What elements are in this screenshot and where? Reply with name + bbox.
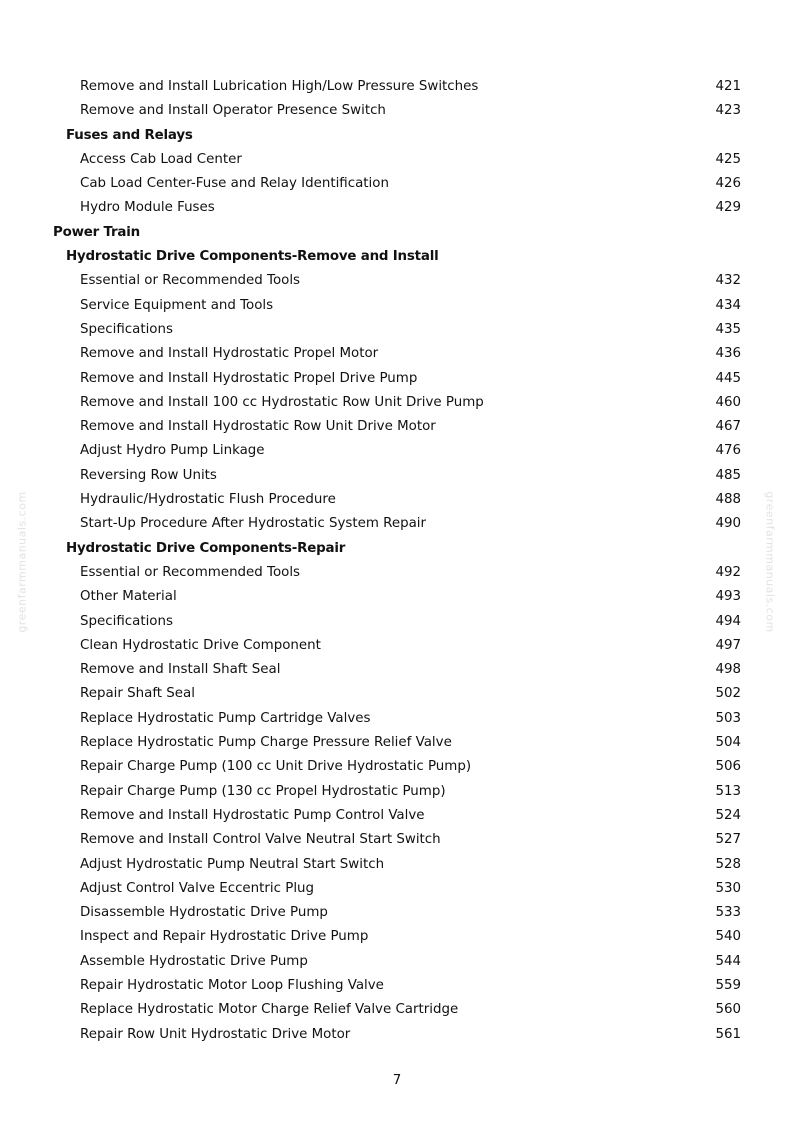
- toc-entry-title: Cab Load Center-Fuse and Relay Identification: [80, 176, 389, 192]
- toc-entry-page: 513: [715, 783, 741, 799]
- toc-entry[interactable]: [0, 196, 794, 220]
- toc-entry[interactable]: [0, 974, 794, 998]
- toc-entry-page: 421: [715, 79, 741, 94]
- toc-entry-page: 561: [715, 1026, 741, 1042]
- toc-entry-title: Repair Hydrostatic Motor Loop Flushing Valve: [80, 977, 384, 993]
- toc-entry[interactable]: [0, 755, 794, 779]
- toc-entry-title: Access Cab Load Center: [80, 151, 242, 167]
- toc-entry[interactable]: [0, 488, 794, 512]
- toc-entry-title: Clean Hydrostatic Drive Component: [80, 637, 321, 653]
- toc-entry[interactable]: [0, 877, 794, 901]
- toc-section-heading[interactable]: [0, 221, 794, 245]
- toc-entry[interactable]: [0, 342, 794, 366]
- toc-entry-title: Service Equipment and Tools: [80, 297, 274, 313]
- toc-entry-title: Inspect and Repair Hydrostatic Drive Pump: [80, 929, 369, 945]
- toc-entry[interactable]: [0, 1023, 794, 1047]
- toc-entry-title: Remove and Install Control Valve Neutral Start Switch: [80, 832, 441, 848]
- toc-entry-page: 503: [715, 710, 741, 726]
- toc-entry-page: 493: [715, 589, 741, 605]
- toc-entry-title: Start-Up Procedure After Hydrostatic System Repair: [80, 516, 427, 532]
- toc-entry-title: Remove and Install Shaft Seal: [80, 662, 281, 678]
- toc-entry-page: 490: [715, 516, 741, 532]
- toc-entry[interactable]: [0, 75, 794, 99]
- toc-entry-title: Adjust Hydro Pump Linkage: [80, 443, 265, 459]
- toc-entry-title: Remove and Install Lubrication High/Low Pressure Switches: [80, 79, 479, 94]
- watermark-left: greenfarmmanuals.com: [15, 491, 29, 633]
- toc-entry-title: Remove and Install Hydrostatic Propel Motor: [80, 346, 379, 362]
- toc-entry-page: 435: [715, 321, 741, 337]
- toc-entry-title: Other Material: [80, 589, 177, 605]
- toc-entry-page: 498: [715, 662, 741, 678]
- toc-entry-title: Remove and Install Hydrostatic Pump Control Valve: [80, 807, 425, 823]
- toc-entry[interactable]: [0, 707, 794, 731]
- toc-entry-title: Reversing Row Units: [80, 467, 217, 483]
- toc-entry[interactable]: [0, 634, 794, 658]
- toc-entry[interactable]: [0, 415, 794, 439]
- toc-entry[interactable]: [0, 853, 794, 877]
- toc-entry-title: Adjust Control Valve Eccentric Plug: [80, 880, 315, 896]
- toc-entry[interactable]: [0, 367, 794, 391]
- toc-entry-page: 488: [715, 492, 741, 508]
- toc-entry-title: Hydrostatic Drive Components-Remove and Install: [66, 249, 439, 265]
- toc-entry-title: Adjust Hydrostatic Pump Neutral Start Switch: [80, 856, 385, 872]
- toc-entry-page: 527: [715, 832, 741, 848]
- toc-entry-page: 423: [715, 103, 741, 119]
- toc-entry[interactable]: [0, 561, 794, 585]
- toc-entry-page: 426: [715, 176, 741, 192]
- toc-entry-page: 506: [715, 759, 741, 775]
- toc-entry-title: Replace Hydrostatic Motor Charge Relief Valve Cartridge: [80, 1002, 459, 1018]
- toc-entry-page: 559: [715, 977, 741, 993]
- toc-entry-page: 460: [715, 394, 741, 410]
- toc-entry-title: Disassemble Hydrostatic Drive Pump: [80, 905, 328, 921]
- toc-entry-title: Remove and Install Hydrostatic Propel Drive Pump: [80, 370, 418, 386]
- toc-entry-page: 524: [715, 807, 741, 823]
- toc-subsection-heading[interactable]: [0, 124, 794, 148]
- toc-entry[interactable]: [0, 294, 794, 318]
- toc-entry[interactable]: [0, 610, 794, 634]
- toc-entry-page: 434: [715, 297, 741, 313]
- toc-entry-title: Repair Shaft Seal: [80, 686, 195, 702]
- toc-entry[interactable]: [0, 439, 794, 463]
- toc-entry[interactable]: [0, 172, 794, 196]
- toc-entry[interactable]: [0, 682, 794, 706]
- toc-entry-page: 476: [715, 443, 741, 459]
- toc-entry-title: Repair Row Unit Hydrostatic Drive Motor: [80, 1026, 351, 1042]
- toc-entry-title: Hydro Module Fuses: [80, 200, 215, 216]
- toc-entry-page: 502: [715, 686, 741, 702]
- toc-entry-title: Hydraulic/Hydrostatic Flush Procedure: [80, 492, 336, 508]
- toc-subsection-heading[interactable]: [0, 537, 794, 561]
- toc-entry[interactable]: [0, 391, 794, 415]
- toc-entry[interactable]: [0, 99, 794, 123]
- toc-entry[interactable]: [0, 901, 794, 925]
- toc-entry-page: 436: [715, 346, 741, 362]
- toc-entry[interactable]: [0, 925, 794, 949]
- toc-entry-title: Specifications: [80, 613, 173, 629]
- toc-entry-page: 425: [715, 151, 741, 167]
- toc-entry-page: 497: [715, 637, 741, 653]
- toc-entry-page: 530: [715, 880, 741, 896]
- toc-entry-page: 540: [715, 929, 741, 945]
- page-number: 7: [392, 1073, 402, 1088]
- toc-entry-title: Hydrostatic Drive Components-Repair: [66, 540, 346, 556]
- toc-entry[interactable]: [0, 828, 794, 852]
- toc-entry-page: 544: [715, 953, 741, 969]
- toc-entry-title: Essential or Recommended Tools: [80, 564, 301, 580]
- toc-entry-page: 494: [715, 613, 741, 629]
- toc-entry[interactable]: [0, 148, 794, 172]
- toc-subsection-heading[interactable]: [0, 245, 794, 269]
- toc-entry-page: 492: [715, 564, 741, 580]
- toc-entry-page: 533: [715, 905, 741, 921]
- toc-entry-page: 504: [715, 735, 741, 751]
- toc-entry-page: 429: [715, 200, 741, 216]
- toc-entry-page: 528: [715, 856, 741, 872]
- table-of-contents: [0, 75, 794, 1047]
- watermark-right: greenfarmmanuals.com: [763, 491, 777, 633]
- toc-entry-page: 445: [715, 370, 741, 386]
- toc-entry[interactable]: [0, 512, 794, 536]
- toc-entry-title: Repair Charge Pump (130 cc Propel Hydrostatic Pump): [80, 783, 446, 799]
- toc-entry-title: Remove and Install Hydrostatic Row Unit Drive Motor: [80, 419, 436, 435]
- toc-entry[interactable]: [0, 780, 794, 804]
- toc-entry-title: Replace Hydrostatic Pump Cartridge Valves: [80, 710, 371, 726]
- toc-entry[interactable]: [0, 998, 794, 1022]
- toc-entry-title: Repair Charge Pump (100 cc Unit Drive Hydrostatic Pump): [80, 759, 472, 775]
- toc-entry-title: Assemble Hydrostatic Drive Pump: [80, 953, 308, 969]
- toc-entry-title: Power Train: [53, 224, 140, 240]
- toc-entry-page: 467: [715, 419, 741, 435]
- toc-entry-title: Remove and Install Operator Presence Switch: [80, 103, 386, 119]
- toc-entry-title: Essential or Recommended Tools: [80, 273, 301, 289]
- toc-entry[interactable]: [0, 950, 794, 974]
- toc-entry-page: 485: [715, 467, 741, 483]
- toc-entry[interactable]: [0, 318, 794, 342]
- toc-entry[interactable]: [0, 804, 794, 828]
- toc-entry-title: Replace Hydrostatic Pump Charge Pressure Relief Valve: [80, 735, 452, 751]
- toc-entry[interactable]: [0, 658, 794, 682]
- toc-entry-page: 560: [715, 1002, 741, 1018]
- toc-entry[interactable]: [0, 731, 794, 755]
- toc-entry[interactable]: [0, 464, 794, 488]
- toc-entry-title: Remove and Install 100 cc Hydrostatic Row Unit Drive Pump: [80, 394, 484, 410]
- toc-entry[interactable]: [0, 269, 794, 293]
- toc-entry-title: Specifications: [80, 321, 173, 337]
- toc-entry[interactable]: [0, 585, 794, 609]
- toc-entry-title: Fuses and Relays: [66, 127, 193, 143]
- toc-entry-page: 432: [715, 273, 741, 289]
